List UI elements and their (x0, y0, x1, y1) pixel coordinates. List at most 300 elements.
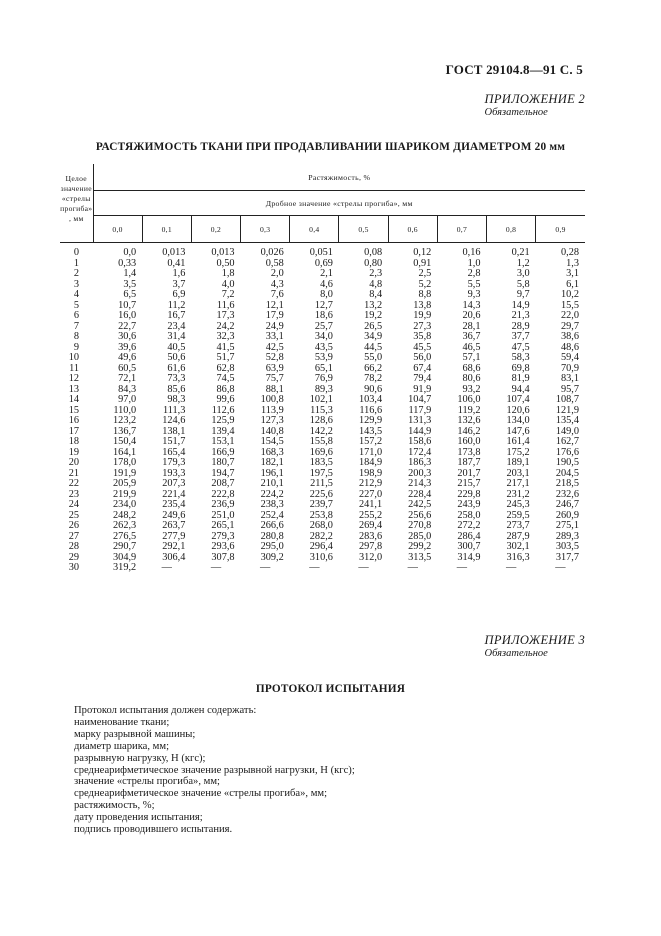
table-cell: 258,0 (457, 509, 481, 521)
table-cell: 196,1 (260, 467, 284, 479)
table-cell: 243,9 (457, 499, 481, 510)
table-cell: 136,7 (113, 425, 137, 437)
row-label: 6 (73, 310, 79, 321)
table-cell: 1,0 (467, 257, 481, 269)
table-cell: 183,5 (309, 457, 333, 468)
table-cell: 140,8 (260, 425, 284, 437)
table-cell: 2,1 (320, 268, 333, 279)
table-cell: 150,4 (113, 436, 137, 447)
table-row (60, 243, 585, 259)
table-cell: 67,4 (413, 362, 432, 374)
table-cell: 86,8 (216, 383, 235, 395)
table-cell: 197,5 (309, 467, 333, 479)
table-cell: 20,6 (462, 310, 481, 321)
table-cell: — (210, 562, 222, 573)
table-cell: 22,0 (560, 310, 579, 321)
table-cell: 52,8 (265, 352, 284, 363)
protocol-list (74, 705, 355, 836)
table-cell: 107,4 (506, 394, 530, 405)
table-cell: 12,1 (265, 299, 284, 311)
table-cell: — (456, 562, 468, 573)
row-header: Целое значение «стрелы прогиба», мм (60, 164, 93, 243)
row-label: 7 (73, 320, 79, 332)
table-cell: 255,2 (358, 509, 383, 521)
protocol-line: подпись проводившего испытания. (74, 824, 233, 836)
table-row (60, 311, 585, 322)
table-cell: 0,12 (413, 247, 432, 258)
protocol-line: Протокол испытания должен содержать: (74, 705, 257, 716)
table-cell: 165,4 (162, 446, 186, 458)
table-cell: 1,6 (172, 268, 186, 279)
table-cell: 121,9 (555, 404, 579, 416)
table-cell: 251,0 (211, 509, 235, 521)
row-label: 5 (73, 299, 79, 311)
table-cell: 3,7 (172, 278, 186, 290)
table-cell: 200,3 (408, 467, 432, 479)
table-cell: 253,8 (309, 509, 333, 521)
row-label: 16 (68, 415, 79, 426)
table-cell: 100,8 (260, 394, 284, 405)
table-cell: 279,3 (211, 530, 235, 542)
table-cell: 9,3 (467, 289, 481, 300)
table-cell: 0,16 (462, 247, 481, 258)
table-cell: 287,9 (506, 530, 530, 542)
table-cell: 205,9 (113, 478, 137, 489)
table-cell: 161,4 (506, 436, 530, 447)
table-cell: 198,9 (358, 467, 383, 479)
table-cell: 8,4 (369, 289, 383, 300)
table-cell: 211,5 (310, 478, 333, 489)
table-cell: 162,7 (555, 436, 579, 447)
row-label: 14 (68, 394, 79, 405)
table-cell: 273,7 (506, 520, 530, 531)
table-cell: 0,051 (309, 247, 333, 258)
table-cell: 232,6 (555, 488, 579, 500)
table-cell: 134,0 (506, 415, 530, 426)
table-row (60, 353, 585, 364)
table-cell: 112,6 (211, 404, 235, 416)
table-cell: 39,6 (118, 341, 137, 353)
table-cell: 23,4 (167, 320, 186, 332)
table-cell: 95,7 (560, 383, 579, 395)
row-label: 28 (68, 541, 79, 552)
table-cell: 268,0 (309, 520, 333, 531)
table-cell: 295,0 (260, 541, 284, 552)
table-cell: 212,9 (358, 478, 383, 489)
table-cell: 142,2 (309, 425, 333, 437)
table-cell: 5,5 (467, 278, 481, 290)
table-cell: 26,5 (364, 320, 383, 332)
table-cell: 8,0 (320, 289, 333, 300)
table-cell: 7,6 (270, 289, 284, 300)
table-cell: 217,1 (506, 478, 530, 489)
table-cell: 314,9 (457, 551, 481, 563)
table-cell: 0,08 (364, 247, 383, 258)
row-label: 17 (68, 425, 79, 437)
table-cell: 151,7 (162, 436, 186, 447)
table-cell: 207,3 (162, 478, 186, 489)
table-cell: 219,9 (113, 488, 137, 500)
table-cell: 275,1 (555, 520, 579, 531)
table-cell: 115,3 (310, 404, 333, 416)
table-cell: 53,9 (314, 352, 333, 363)
table-cell: 208,7 (211, 478, 235, 489)
table-cell: 94,4 (511, 383, 530, 395)
table-cell: 72,1 (118, 373, 137, 384)
table-cell: 272,2 (457, 520, 481, 531)
row-label: 23 (68, 488, 79, 500)
table-cell: 31,4 (167, 331, 186, 342)
table-cell: 4,0 (221, 278, 235, 290)
table-cell: 309,2 (260, 551, 284, 563)
table-cell: 19,2 (364, 310, 383, 321)
table-cell: 135,4 (555, 415, 579, 426)
table-cell: 302,1 (506, 541, 530, 552)
table-cell: — (260, 562, 271, 573)
table-cell: 172,4 (408, 446, 432, 458)
table-cell: 256,6 (408, 509, 432, 521)
table-cell: 248,2 (113, 509, 137, 521)
table-cell: 132,6 (457, 415, 481, 426)
table-cell: 51,7 (216, 352, 235, 363)
table-cell: 3,1 (566, 268, 579, 279)
table-cell: 189,1 (506, 457, 530, 468)
table-cell: 225,6 (309, 488, 333, 500)
table-cell: 182,1 (260, 457, 284, 468)
table-cell: 58,3 (511, 352, 530, 363)
table-cell: 289,3 (555, 530, 579, 542)
table-cell: 297,8 (358, 541, 383, 552)
table-cell: 14,9 (511, 299, 530, 311)
row-label: 13 (68, 383, 79, 395)
table-body (60, 243, 585, 574)
row-label: 2 (73, 268, 79, 279)
table-cell: 44,5 (364, 341, 383, 353)
table-cell: 34,0 (314, 331, 333, 342)
table-cell: 16,0 (118, 310, 137, 321)
table-cell: 160,0 (457, 436, 481, 447)
table-cell: 285,0 (408, 530, 432, 542)
table-cell: 316,3 (506, 551, 530, 563)
table-cell: 110,0 (113, 404, 137, 416)
table-cell: 4,6 (320, 278, 333, 290)
row-label: 1 (73, 257, 79, 269)
table-cell: 3,5 (123, 278, 137, 290)
table-cell: 173,8 (457, 446, 481, 458)
table-cell: 17,3 (216, 310, 235, 321)
table-cell: 229,8 (457, 488, 481, 500)
table-cell: 75,7 (265, 373, 284, 384)
table-cell: 41,5 (216, 341, 235, 353)
table-cell: 61,6 (167, 362, 186, 374)
protocol-line: марку разрывной машины; (74, 728, 196, 740)
table-cell: 215,7 (457, 478, 481, 489)
protocol-line: дату проведения испытания; (74, 812, 203, 824)
row-label: 26 (68, 520, 79, 531)
table-cell: 190,5 (555, 457, 579, 468)
table-cell: 103,4 (358, 394, 383, 405)
column-header: 0,3 (241, 216, 290, 243)
table-cell: 11,6 (216, 299, 235, 311)
table-row (60, 269, 585, 280)
table-cell: 2,3 (369, 268, 383, 279)
table-cell: 194,7 (211, 467, 235, 479)
table-cell: 74,5 (216, 373, 235, 384)
table-cell: 319,2 (113, 562, 137, 573)
table-cell: 234,0 (113, 499, 137, 510)
table-cell: 78,2 (364, 373, 383, 384)
table-cell: 191,9 (113, 467, 137, 479)
appendix-2-block (485, 93, 585, 119)
table-cell: 166,9 (211, 446, 235, 458)
table-cell: 56,0 (413, 352, 432, 363)
table-cell: 70,9 (560, 362, 579, 374)
table-cell: 153,1 (211, 436, 235, 447)
column-header: 0,4 (290, 216, 339, 243)
table-cell: 4,8 (369, 278, 383, 290)
table-cell: 0,80 (364, 257, 383, 269)
table-cell: 270,8 (408, 520, 432, 531)
table-cell: 76,9 (314, 373, 333, 384)
table-cell: 104,7 (408, 394, 432, 405)
table-cell: 193,3 (162, 467, 186, 479)
table-cell: 12,7 (314, 299, 333, 311)
table-cell: 15,5 (560, 299, 579, 311)
table-cell: 88,1 (265, 383, 284, 395)
table-cell: 0,28 (560, 247, 579, 258)
table-cell: 214,3 (408, 478, 432, 489)
table-cell: 2,0 (270, 268, 284, 279)
table-cell: 0,013 (211, 247, 235, 258)
protocol-line: наименование ткани; (74, 716, 170, 728)
table-cell: 0,026 (260, 247, 284, 258)
table-cell: 89,3 (314, 383, 333, 395)
table-cell: 313,5 (408, 551, 432, 563)
table-cell: 28,9 (511, 320, 530, 332)
table-cell: 60,5 (118, 362, 137, 374)
table-cell: 6,1 (566, 278, 579, 290)
table-cell: 63,9 (265, 362, 284, 374)
table-cell: 304,9 (113, 551, 137, 563)
table-cell: 5,8 (516, 278, 530, 290)
table-cell: 283,6 (358, 530, 383, 542)
table-cell: 0,013 (162, 247, 186, 258)
table-cell: 149,0 (555, 425, 579, 437)
table-cell: 129,9 (358, 415, 383, 426)
table-cell: 117,9 (408, 404, 432, 416)
table-cell: 269,4 (358, 520, 383, 531)
row-label: 18 (68, 436, 79, 447)
table-cell: 10,2 (560, 289, 579, 300)
table-cell: 123,2 (113, 415, 137, 426)
table-cell: 125,9 (211, 415, 235, 426)
table-cell: 131,3 (408, 415, 432, 426)
table-cell: 239,7 (309, 499, 333, 510)
table-cell: 57,1 (462, 352, 481, 363)
sub-header: Дробное значение «стрелы прогиба», мм (93, 191, 585, 216)
column-header: 0,6 (388, 216, 437, 243)
protocol-line: значение «стрелы прогиба», мм; (74, 776, 220, 788)
table-cell: 128,6 (309, 415, 333, 426)
table-cell: 79,4 (413, 373, 432, 384)
protocol-line: среднеарифметическое значение разрывной нагрузки, Н (кгс); (74, 764, 355, 776)
protocol-line: среднеарифметическое значение «стрелы прогиба», мм; (74, 788, 328, 800)
table-cell: 43,5 (314, 341, 333, 353)
table-cell: 45,5 (413, 341, 432, 353)
table-cell: 276,5 (113, 530, 137, 542)
table-row (60, 332, 585, 343)
table-cell: 303,5 (555, 541, 579, 552)
table-cell: 293,6 (211, 541, 235, 552)
table-cell: 252,4 (260, 509, 284, 521)
group-header: Растяжимость, % (93, 164, 585, 191)
table-cell: 184,9 (358, 457, 383, 468)
table-cell: 29,7 (560, 320, 579, 332)
table-cell: 249,6 (162, 509, 186, 521)
table-cell: 42,5 (265, 341, 284, 353)
table-cell: 201,7 (457, 467, 481, 479)
table-cell: 260,9 (555, 509, 579, 521)
table-cell: 48,6 (560, 341, 579, 353)
row-label: 29 (68, 551, 79, 563)
table-cell: 203,1 (506, 467, 530, 479)
column-header: 0,9 (536, 216, 585, 243)
table-row (60, 290, 585, 301)
table-cell: 143,5 (358, 425, 383, 437)
table-cell: 98,3 (167, 394, 186, 405)
table-cell: 241,1 (358, 499, 383, 510)
table-cell: 146,2 (457, 425, 481, 437)
table-cell: 168,3 (260, 446, 284, 458)
row-label: 27 (68, 530, 79, 542)
table-cell: 3,0 (516, 268, 530, 279)
table-cell: 238,3 (260, 499, 284, 510)
row-label: 30 (68, 562, 79, 573)
table-cell: 90,6 (364, 383, 383, 395)
protocol-line: разрывную нагрузку, Н (кгс); (74, 752, 206, 764)
table-cell: 277,9 (162, 530, 186, 542)
table-cell: 37,7 (511, 331, 530, 342)
row-label: 8 (73, 331, 79, 342)
table-cell: 317,7 (555, 551, 579, 563)
table-cell: 32,3 (216, 331, 235, 342)
table-row (60, 416, 585, 427)
table-cell: 186,3 (408, 457, 432, 468)
protocol-line: растяжимость, %; (74, 800, 155, 812)
table-cell: 11,2 (167, 299, 186, 311)
table-cell: 266,6 (260, 520, 284, 531)
table-cell: 0,69 (314, 257, 333, 269)
row-label: 19 (68, 446, 79, 458)
table-cell: 139,4 (211, 425, 235, 437)
table-cell: — (407, 562, 418, 573)
row-label: 9 (73, 341, 79, 353)
document-reference: ГОСТ 29104.8—91 С. 5 (445, 62, 583, 77)
table-row (60, 542, 585, 553)
table-cell: 280,8 (260, 530, 284, 542)
row-label: 15 (68, 404, 79, 416)
table-cell: 147,6 (506, 425, 530, 437)
table-cell: 73,3 (167, 373, 186, 384)
table-cell: 1,3 (566, 257, 579, 269)
table-cell: 227,0 (358, 488, 383, 500)
table-row (60, 437, 585, 448)
table-cell: 50,6 (167, 352, 186, 363)
table-cell: 0,0 (123, 247, 137, 258)
row-label: 20 (68, 457, 79, 468)
table-cell: 1,2 (516, 257, 530, 269)
table-cell: 102,1 (309, 394, 333, 405)
table-cell: 59,4 (560, 352, 579, 363)
table-cell: 19,9 (413, 310, 432, 321)
table-cell: 155,8 (309, 436, 333, 447)
table-cell: 55,0 (364, 352, 383, 363)
table-cell: 164,1 (113, 446, 137, 458)
table-cell: 34,9 (364, 331, 383, 342)
column-header: 0,1 (142, 216, 191, 243)
table-cell: 310,6 (309, 551, 333, 563)
table-cell: 1,4 (123, 268, 137, 279)
table-row (60, 374, 585, 385)
table-cell: 93,2 (462, 383, 481, 395)
table-cell: 17,9 (265, 310, 284, 321)
table-cell: 40,5 (167, 341, 186, 353)
table-cell: 6,9 (172, 289, 186, 300)
table-cell: 312,0 (358, 551, 383, 563)
table-cell: 62,8 (216, 362, 235, 374)
table-cell: 180,7 (211, 457, 235, 468)
table-cell: 10,7 (118, 299, 137, 311)
table-cell: 108,7 (555, 394, 579, 405)
column-header: 0,2 (191, 216, 240, 243)
table-cell: 210,1 (260, 478, 284, 489)
table-cell: 0,21 (511, 247, 530, 258)
table-cell: 171,0 (358, 446, 383, 458)
table-cell: 187,7 (457, 457, 481, 468)
table-cell: 299,2 (408, 541, 432, 552)
table-cell: 49,6 (118, 352, 137, 363)
table-row (60, 458, 585, 469)
table-cell: 0,50 (216, 257, 235, 269)
table-cell: 127,3 (260, 415, 284, 426)
table-cell: 246,7 (555, 499, 579, 510)
table-cell: 46,5 (462, 341, 481, 353)
row-label: 11 (69, 362, 79, 374)
row-label: 10 (68, 352, 79, 363)
elongation-table (60, 164, 585, 574)
table-row (60, 563, 585, 574)
column-header-row (60, 216, 585, 243)
column-header: 0,8 (487, 216, 536, 243)
table-cell: 1,8 (221, 268, 235, 279)
table-cell: 38,6 (560, 331, 579, 342)
table-cell: 85,6 (167, 383, 186, 395)
table-cell: 13,8 (413, 299, 432, 311)
table-cell: 262,3 (113, 520, 137, 531)
table-cell: 300,7 (457, 541, 481, 552)
table-cell: 22,7 (118, 320, 137, 332)
table-row (60, 521, 585, 532)
table-cell: 24,2 (216, 320, 235, 332)
table-row (60, 395, 585, 406)
appendix-2-label: ПРИЛОЖЕНИЕ 2 (484, 92, 585, 106)
appendix-3-status: Обязательное (484, 648, 548, 659)
table-cell: 286,4 (457, 530, 481, 542)
table-cell: — (309, 562, 320, 573)
table-cell: 69,8 (511, 362, 530, 374)
table-cell: 0,58 (265, 257, 284, 269)
table-cell: 169,6 (309, 446, 333, 458)
